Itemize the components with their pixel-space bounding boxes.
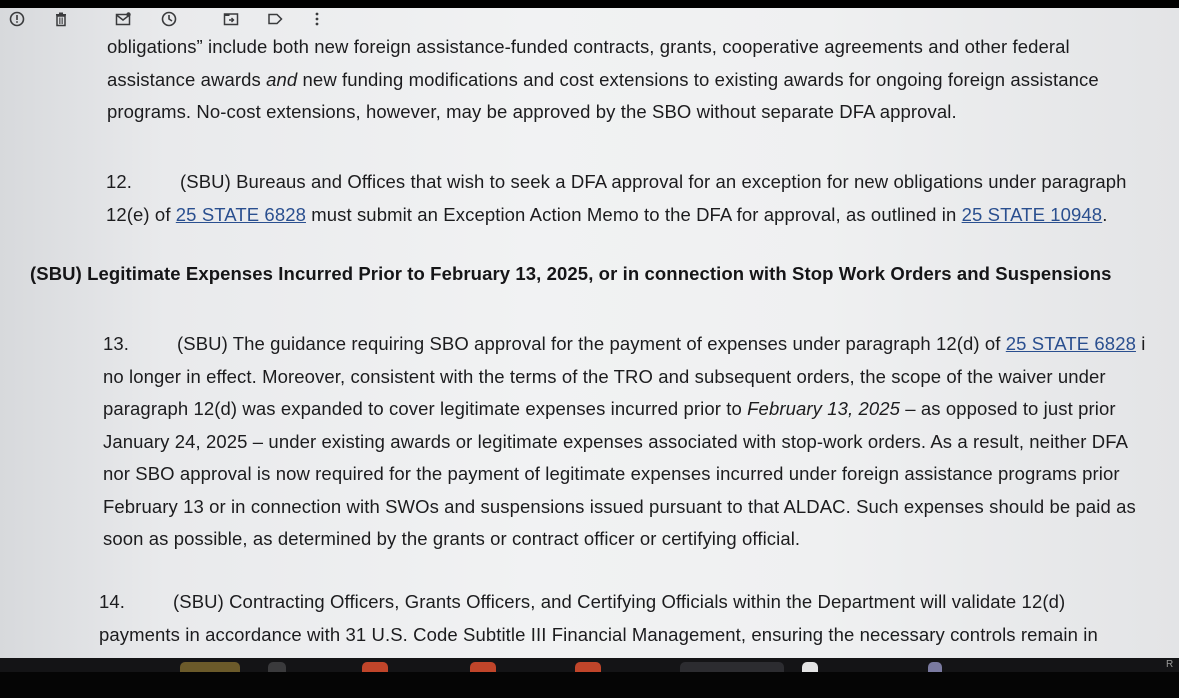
link-25-state-10948[interactable]: 25 STATE 10948 [961,203,1103,225]
taskbar-app-icon[interactable] [268,662,286,672]
text-line: obligations” include both new foreign assistance-funded contracts, grants, cooperative agreements and other federal [107,36,1070,57]
taskbar-app-icon[interactable] [470,662,496,672]
taskbar-app-icon[interactable] [802,662,818,672]
taskbar-app-icon[interactable] [575,662,601,672]
text-line [99,586,1098,619]
text-line: February 13 or in connection with SWOs and suspensions issued pursuant to that ALDAC. Such expenses should be paid as [103,495,1136,517]
text-span: paragraph 12(d) was expanded to cover legitimate expenses incurred prior to [103,398,748,419]
paragraph-14 [99,586,1098,651]
section-heading: (SBU) Legitimate Expenses Incurred Prior to February 13, 2025, or in connection with Stop Work Orders and Suspensions [30,263,1112,284]
paragraph-intro [107,31,1099,129]
text-line: payments in accordance with 31 U.S. Code Subtitle III Financial Management, ensuring the necessary controls remain in [99,623,1098,645]
document-viewer [0,8,1179,658]
link-25-state-6828[interactable]: 25 STATE 6828 [175,203,306,225]
text-span: i [1135,333,1146,354]
text-span: 12(e) of [106,203,176,225]
text-line: nor SBO approval is now required for the payment of legitimate expenses incurred under foreign assistance programs prior [103,463,1120,484]
link-25-state-6828[interactable]: 25 STATE 6828 [1005,333,1136,354]
text-line [107,64,1099,97]
text-line [103,393,1145,426]
taskbar-app-icon[interactable] [680,662,784,672]
paragraph-number: 13. [103,333,130,354]
taskbar-thumbnail[interactable] [180,662,240,672]
text-line: soon as possible, as determined by the grants or contract officer or certifying official. [103,528,801,549]
document-body [0,8,1179,658]
text-line [103,328,1145,361]
taskbar-app-icon[interactable] [928,662,942,672]
paragraph-number: 12. [106,171,133,192]
paragraph-13 [103,328,1145,556]
text-line: programs. No-cost extensions, however, may be approved by the SBO without separate DFA approval. [107,101,957,122]
text-span: . [1102,203,1108,225]
paragraph-number: 14. [99,591,126,612]
text-span: (SBU) Bureaus and Offices that wish to seek a DFA approval for an exception for new obligations under paragraph [180,171,1127,192]
text-span: (SBU) Contracting Officers, Grants Officers, and Certifying Officials within the Department will validate 12(d) [173,591,1066,612]
taskbar-corner-text: R [1166,659,1174,670]
taskbar-app-icon[interactable] [362,662,388,672]
paragraph-12 [106,166,1127,231]
text-span: new funding modifications and cost extensions to existing awards for ongoing foreign assistance [297,68,1099,90]
emphasis-text: and [266,68,298,90]
monitor-bezel [0,672,1179,698]
text-span: must submit an Exception Action Memo to the DFA for approval, as outlined in [305,203,962,225]
text-span: – as opposed to just prior [900,398,1116,419]
taskbar [0,658,1179,672]
text-line [106,166,1127,199]
text-span: (SBU) The guidance requiring SBO approval for the payment of expenses under paragraph 12(d) of [177,333,1006,354]
emphasis-text: February 13, 2025 [747,398,901,419]
text-line [106,199,1127,232]
text-line: January 24, 2025 – under existing awards or legitimate expenses associated with stop-work orders. As a result, neither DFA [103,430,1129,452]
text-span: assistance awards [107,68,267,90]
text-line: no longer in effect. Moreover, consistent with the terms of the TRO and subsequent orders, the scope of the waiver under [103,365,1106,387]
